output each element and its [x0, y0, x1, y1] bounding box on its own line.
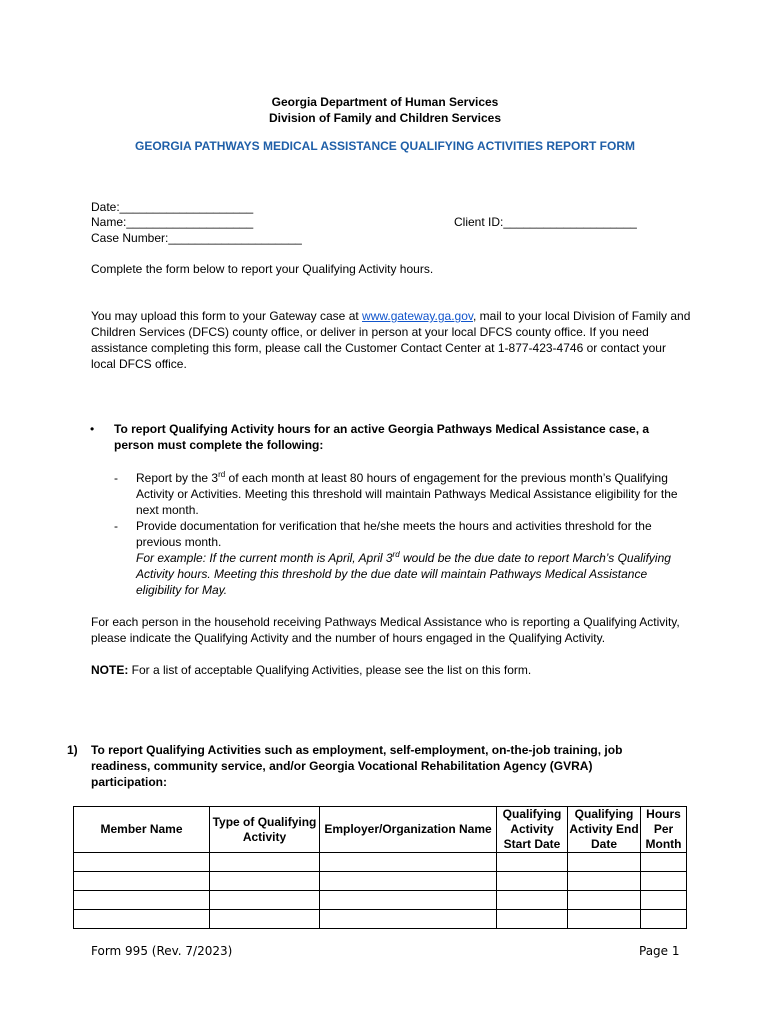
division-heading: Division of Family and Children Services: [268, 111, 502, 125]
table-cell[interactable]: [74, 853, 210, 872]
table-row: [74, 853, 687, 872]
bullet-dot: •: [90, 422, 95, 436]
table-cell[interactable]: [641, 891, 687, 910]
section-title: To report Qualifying Activities such as employment, self-employment, on-the-job training, job readiness, community service, and/or Georgia Vocational Rehabilitation Agency (GVRA) participation:: [91, 743, 623, 789]
requirement-1-pre: Report by the 3: [136, 471, 219, 485]
table-row: [74, 891, 687, 910]
note-label: NOTE:: [91, 663, 129, 677]
case-number-field[interactable]: Case Number:____________________: [91, 231, 302, 245]
table-cell[interactable]: [497, 910, 568, 929]
table-cell[interactable]: [320, 853, 497, 872]
upload-instructions: [91, 308, 691, 372]
dash-2: -: [114, 519, 118, 533]
form-number: Form 995 (Rev. 7/2023): [91, 944, 233, 958]
table-cell[interactable]: [568, 853, 641, 872]
example-sup: rd: [392, 550, 400, 559]
table-cell[interactable]: [641, 910, 687, 929]
column-header: Member Name: [74, 807, 210, 853]
column-header: Type of Qualifying Activity: [210, 807, 320, 853]
section-number: 1): [67, 743, 78, 757]
date-field[interactable]: Date:____________________: [91, 200, 254, 214]
name-field[interactable]: Name:___________________: [91, 215, 254, 229]
table-row: [74, 910, 687, 929]
example-pre: For example: If the current month is April, April 3: [136, 551, 393, 565]
page-number: Page 1: [639, 944, 680, 958]
column-header: Qualifying Activity Start Date: [497, 807, 568, 853]
table-cell[interactable]: [497, 872, 568, 891]
requirement-item-1: [136, 470, 686, 518]
example-post: would be the due date to report March’s Qualifying Activity hours. Meeting this threshold by the due date will maintain Pathways Medical Assistance eligibility for May.: [136, 551, 671, 597]
example-text: [136, 550, 686, 598]
table-cell[interactable]: [210, 891, 320, 910]
dash-1: -: [114, 471, 118, 485]
note-text: [91, 662, 691, 678]
table-cell[interactable]: [568, 910, 641, 929]
table-cell[interactable]: [497, 853, 568, 872]
department-heading: Georgia Department of Human Services: [271, 95, 499, 109]
client-id-field[interactable]: Client ID:____________________: [454, 215, 637, 229]
table-cell[interactable]: [320, 891, 497, 910]
note-body: For a list of acceptable Qualifying Activities, please see the list on this form.: [128, 663, 532, 677]
table-cell[interactable]: [641, 872, 687, 891]
table-cell[interactable]: [568, 891, 641, 910]
table-row: [74, 872, 687, 891]
table-header-row: [74, 807, 687, 853]
table-cell[interactable]: [210, 910, 320, 929]
table-cell[interactable]: [74, 872, 210, 891]
column-header: Qualifying Activity End Date: [569, 807, 639, 851]
form-title: GEORGIA PATHWAYS MEDICAL ASSISTANCE QUALIFYING ACTIVITIES REPORT FORM: [134, 139, 636, 153]
column-header: Hours Per Month: [641, 807, 687, 853]
table-cell[interactable]: [210, 872, 320, 891]
table-cell[interactable]: [320, 872, 497, 891]
intro-text: Complete the form below to report your Qualifying Activity hours.: [91, 262, 434, 276]
qualifying-activities-table: [73, 806, 687, 929]
requirement-1-post: of each month at least 80 hours of engagement for the previous month’s Qualifying Activity or Activities. Meeting this threshold will maintain Pathways Medical Assistance eligibility for the next month.: [136, 471, 678, 517]
table-cell[interactable]: [210, 853, 320, 872]
table-cell[interactable]: [641, 853, 687, 872]
requirement-item-2: Provide documentation for verification that he/she meets the hours and activities threshold for the previous month.: [136, 519, 652, 549]
column-header: Employer/Organization Name: [320, 807, 497, 853]
table-cell[interactable]: [497, 891, 568, 910]
table-cell[interactable]: [74, 910, 210, 929]
upload-text-part2: , mail to your local Division of Family and Children Services (DFCS) county office, or deliver in person at your local DFCS county office. If you need assistance completing this form, please call the Customer Contact Center at 1-877-423-4746 or contact your local DFCS office.: [91, 309, 691, 371]
household-text: For each person in the household receiving Pathways Medical Assistance who is reporting a Qualifying Activity, please indicate the Qualifying Activity and the number of hours engaged in the Qualifying Activity.: [91, 615, 680, 645]
requirement-1-sup: rd: [218, 470, 226, 479]
table-cell[interactable]: [320, 910, 497, 929]
bullet-text: To report Qualifying Activity hours for an active Georgia Pathways Medical Assistance case, a person must complete the following:: [114, 422, 650, 452]
table-cell[interactable]: [568, 872, 641, 891]
table-cell[interactable]: [74, 891, 210, 910]
upload-text-part1: You may upload this form to your Gateway case at: [91, 309, 363, 323]
gateway-link[interactable]: www.gateway.ga.gov: [362, 309, 473, 323]
